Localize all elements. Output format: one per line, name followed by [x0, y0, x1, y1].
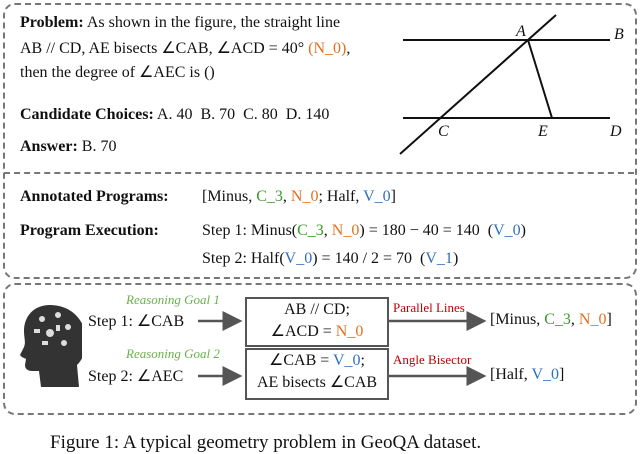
choices-label: Candidate Choices:: [20, 106, 154, 123]
step2-label: Step 2: ∠AEC: [88, 368, 184, 385]
condition-text: AB // CD;: [284, 301, 350, 318]
n0-token: N_0: [578, 311, 607, 328]
v1-token: V_1: [425, 250, 453, 267]
c3-token: C_3: [297, 222, 324, 239]
answer-text: B. 70: [81, 138, 117, 155]
token: ]: [606, 311, 612, 328]
reasoning-goal-2: Reasoning Goal 2: [126, 346, 220, 361]
reasoning-goal-1: Reasoning Goal 1: [126, 292, 220, 307]
programs-value: [202, 188, 396, 206]
answer-label: Answer:: [20, 138, 78, 155]
step1-label: Step 1: ∠CAB: [88, 313, 185, 330]
choices-text: A. 40 B. 70 C. 80 D. 140: [156, 106, 330, 123]
token: Step 1: Minus(: [202, 222, 298, 239]
token: ,: [323, 222, 332, 239]
line-ae: [528, 40, 552, 118]
v0-token: V_0: [363, 188, 391, 205]
token: ]: [559, 366, 565, 383]
token: ) = 140 / 2 = 70 (: [312, 250, 426, 267]
figure-caption: Figure 1: A typical geometry problem in GeoQA dataset.: [50, 432, 482, 453]
n0-token: N_0: [331, 222, 360, 239]
point-label: A: [516, 23, 526, 40]
comma: ,: [346, 40, 351, 57]
v0-token: V_0: [493, 222, 521, 239]
output-program-2: [490, 366, 564, 384]
problem-text: AB // CD, AE bisects ∠CAB, ∠ACD = 40°: [20, 40, 305, 57]
problem-text: As shown in the figure, the straight line: [86, 14, 341, 31]
point-label: D: [610, 123, 622, 140]
token: ∠ACD =: [270, 323, 336, 340]
output-program-1: [490, 311, 612, 329]
execution-label: Program Execution:: [20, 222, 159, 239]
execution-step2: [202, 250, 458, 268]
token: ): [520, 222, 526, 239]
geometry-figure: [0, 0, 640, 170]
token: Step 2: Half(: [202, 250, 285, 267]
point-label: C: [438, 123, 449, 140]
c3-token: C_3: [544, 311, 571, 328]
condition-text: AE bisects ∠CAB: [256, 374, 378, 391]
token: ): [452, 250, 459, 267]
problem-label: Problem:: [20, 14, 84, 31]
token: ; Half,: [318, 188, 364, 205]
token: ]: [390, 188, 396, 205]
execution-step1: [202, 222, 526, 240]
n0-token: N_0: [290, 188, 319, 205]
c3-token: C_3: [256, 188, 283, 205]
divider: [4, 172, 634, 174]
programs: [20, 188, 169, 206]
point-label: B: [614, 26, 624, 43]
v0-token: V_0: [284, 250, 313, 267]
token: ) = 180 − 40 = 140 (: [359, 222, 494, 239]
point-label: E: [538, 123, 548, 140]
n0-token: (N_0): [308, 40, 347, 57]
relation-parallel-lines: Parallel Lines: [393, 300, 465, 315]
token: [Minus,: [490, 311, 545, 328]
token: [Half,: [490, 366, 532, 383]
token: ,: [282, 188, 291, 205]
relation-angle-bisector: Angle Bisector: [393, 352, 472, 367]
token: ,: [570, 311, 579, 328]
n0-token: N_0: [335, 323, 364, 340]
programs-label: Annotated Programs:: [20, 188, 169, 205]
v0-token: V_0: [531, 366, 560, 383]
token: ∠CAB =: [269, 352, 333, 369]
token: [Minus,: [202, 188, 257, 205]
line-transversal: [400, 15, 556, 154]
problem-line3: then the degree of ∠AEC is (): [20, 64, 215, 81]
v0-token: V_0: [332, 352, 361, 369]
token: ;: [360, 352, 365, 369]
